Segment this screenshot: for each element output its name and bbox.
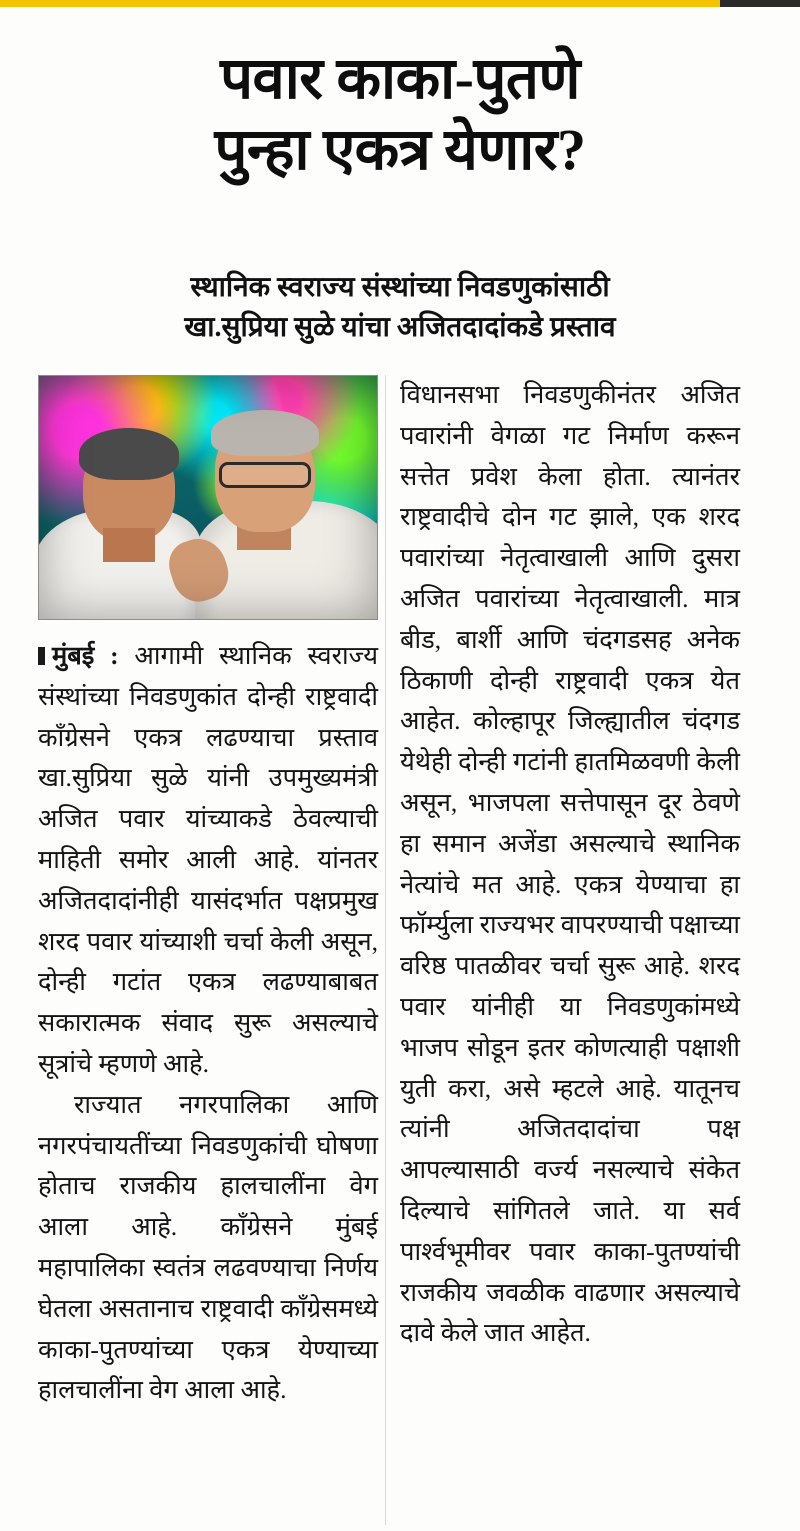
left-paragraph-1: आगामी स्थानिक स्वराज्य संस्थांच्या निवडणुकांत दोन्ही राष्ट्रवादी काँग्रेसने एकत्र लढण्याचा प्रस्ताव खा.सुप्रिया सुळे यांनी उपमुख्यमंत्री अजित पवार यांच्याकडे ठेवल्याची माहिती समोर आली आहे. यांनतर अजितदादांनीही यासंदर्भात पक्षप्रमुख शरद पवार यांच्याशी चर्चा केली असून, दोन्ही गटांत एकत्र लढण्याबाबत सकारात्मक संवाद सुरू असल्याचे सूत्रांचे म्हणणे आहे. — [38, 641, 378, 1078]
headline-line-2: पुन्हा एकत्र येणार? — [214, 116, 586, 182]
left-column — [38, 375, 378, 1411]
dateline-separator: : — [110, 641, 119, 670]
photo-vignette — [39, 376, 377, 619]
left-column-text — [38, 636, 378, 1411]
subheadline-line-1: स्थानिक स्वराज्य संस्थांच्या निवडणुकांसाठी — [190, 272, 610, 303]
dateline — [38, 641, 119, 670]
right-paragraph-1: विधानसभा निवडणुकीनंतर अजित पवारांनी वेगळा गट निर्माण करून सत्तेत प्रवेश केला होता. त्यानंतर राष्ट्रवादीचे दोन गट झाले, एक शरद पवारांच्या नेतृत्वाखाली आणि दुसरा अजित पवारांच्या नेतृत्वाखाली. मात्र बीड, बार्शी आणि चंदगडसह अनेक ठिकाणी दोन्ही राष्ट्रवादी एकत्र येत आहेत. कोल्हापूर जिल्ह्यातील चंदगड येथेही दोन्ही गटांनी हातमिळवणी केली असून, भाजपला सत्तेपासून दूर ठेवणे हा समान अजेंडा असल्याचे स्थानिक नेत्यांचे मत आहे. एकत्र येण्याचा हा फॉर्म्युला राज्यभर वापरण्याची पक्षाच्या वरिष्ठ पातळीवर चर्चा सुरू आहे. शरद पवार यांनीही या निवडणुकांमध्ये भाजप सोडून इतर कोणत्याही पक्षाशी युती करा, असे म्हटले आहे. यातूनच त्यांनी अजितदादांचा पक्ष आपल्यासाठी वर्ज्य नसल्याचे संकेत दिल्याचे सांगितले जाते. या सर्व पार्श्वभूमीवर पवार काका-पुतण्यांची राजकीय जवळीक वाढणार असल्याचे दावे केले जात आहेत. — [400, 380, 740, 1348]
top-rule-dark-segment — [720, 0, 800, 7]
right-column — [400, 375, 740, 1354]
top-rule-bar — [0, 0, 800, 10]
subheadline-line-2: खा.सुप्रिया सुळे यांचा अजितदादांकडे प्रस्ताव — [184, 311, 616, 343]
top-rule-accent-segment — [0, 0, 720, 7]
dateline-city: मुंबई — [52, 641, 95, 670]
left-paragraph-2: राज्यात नगरपालिका आणि नगरपंचायतींच्या निवडणुकांची घोषणा होताच राजकीय हालचालींना वेग आला आहे. काँग्रेसने मुंबई महापालिका स्वतंत्र लढवण्याचा निर्णय घेतला असतानाच राष्ट्रवादी काँग्रेसमध्ये काका-पुतण्यांच्या एकत्र येण्याच्या हालचालींना वेग आला आहे. — [38, 1089, 378, 1405]
column-divider — [385, 375, 386, 1525]
paragraph-with-dateline — [38, 636, 378, 1085]
headline-line-1: पवार काका-पुतणे — [220, 46, 580, 111]
headline-block — [0, 44, 800, 186]
subheadline — [0, 268, 800, 348]
article-photo — [38, 375, 378, 620]
page-title — [0, 44, 800, 186]
article-body — [0, 375, 800, 1525]
right-column-text — [400, 375, 740, 1354]
bullet-icon — [38, 647, 45, 665]
